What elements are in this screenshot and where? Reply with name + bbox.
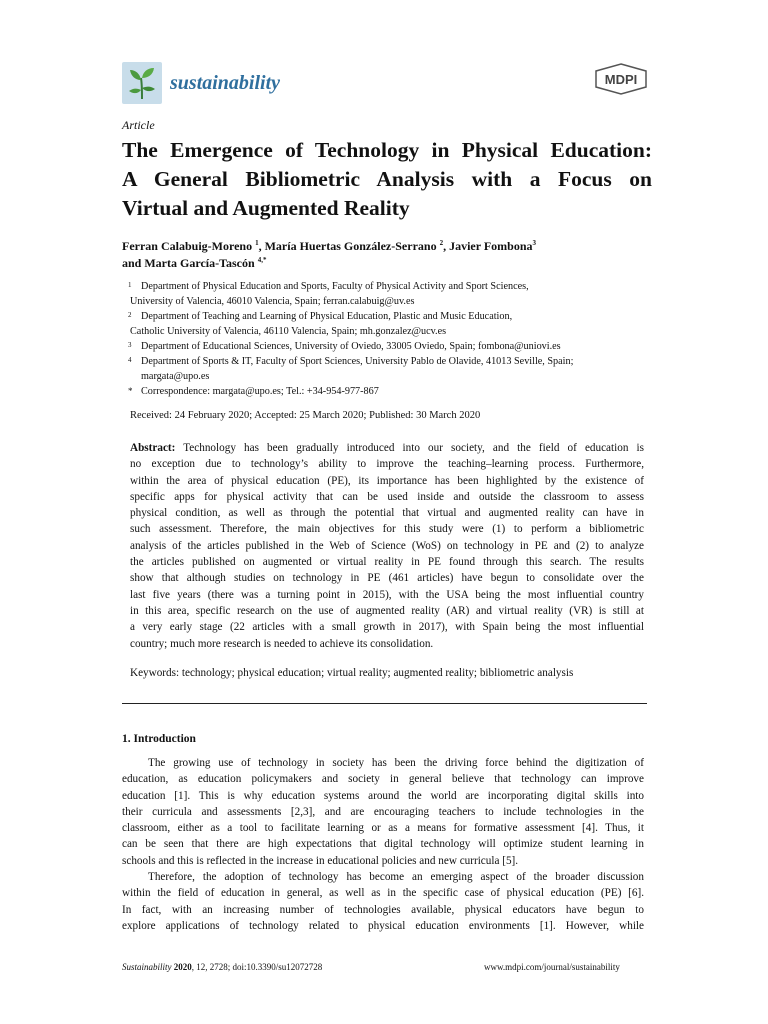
body-line: The growing use of technology in society has been the driving force behind the digitization of <box>148 757 644 769</box>
body-line: schools and this is reflected in the increase in educational policies and new curricula [5]. <box>122 854 519 867</box>
citation-footer <box>122 962 322 972</box>
body-line: Therefore, the adoption of technology has become an emerging aspect of the broader discussion <box>148 871 644 884</box>
affiliation-number: 4 <box>128 356 132 364</box>
affiliation-line <box>130 354 650 369</box>
body-line: their curricula and assessments [2,3], and are encouraging teachers to include technologies in the <box>122 805 644 818</box>
publication-dates: Received: 24 February 2020; Accepted: 25 March 2020; Published: 30 March 2020 <box>130 410 481 421</box>
author-conjunction: and <box>122 256 145 270</box>
abstract <box>130 440 644 652</box>
abstract-line: in this area, specific research on the use of augmented reality (AR) and virtual reality (VR) is still at <box>130 604 644 617</box>
affiliation-text: Department of Sports & IT, Faculty of Sport Sciences, University Pablo de Olavide, 41013 Seville, Spain; <box>141 356 574 367</box>
abstract-line: the articles published on augmented or virtual reality in PE found through this search. The results <box>130 556 644 569</box>
affiliation-line: margata@upo.es <box>141 371 210 382</box>
author-separator: , <box>258 239 265 253</box>
affiliation-number: 1 <box>128 281 132 289</box>
author-list <box>122 238 652 272</box>
mdpi-logo-icon <box>594 63 648 95</box>
author-affil-mark: 1 <box>255 239 259 247</box>
svg-text:MDPI: MDPI <box>604 72 638 87</box>
author-line <box>122 238 652 255</box>
affiliation-text: Department of Teaching and Learning of Physical Education, Plastic and Music Education, <box>141 311 513 322</box>
author-name: Javier Fombona <box>449 239 533 253</box>
section-heading: 1. Introduction <box>122 733 196 745</box>
abstract-line: last five years (there was a turning point in 2015), with the USA being the most influential country <box>130 588 644 601</box>
author-separator: , <box>443 239 450 253</box>
abstract-line <box>130 440 644 456</box>
body-line: explore applications of technology related to physical education environments [1]. However, while <box>122 919 644 932</box>
body-line: classroom, either as a tool to facilitate learning or as a means for formative assessment [4]. Thus, it <box>122 822 644 835</box>
abstract-line: show that although studies on technology in PE (461 articles) have begun to consolidate over the <box>130 572 644 585</box>
keywords: Keywords: technology; physical education; virtual reality; augmented reality; bibliometric analysis <box>130 667 574 679</box>
paper-title <box>122 136 652 223</box>
correspondence-mark: * <box>128 386 133 396</box>
journal-url: www.mdpi.com/journal/sustainability <box>484 962 620 972</box>
author-name: María Huertas González-Serrano <box>264 239 437 253</box>
affiliation-number: 2 <box>128 311 132 319</box>
title-line: A General Bibliometric Analysis with a Focus on <box>122 167 652 191</box>
journal-name: sustainability <box>170 71 281 94</box>
author-name: Marta García-Tascón <box>144 256 255 270</box>
abstract-line: a very early stage (22 articles with a small growth in 2017), with Spain being the most influential <box>130 621 644 634</box>
body-line: In fact, with an increasing number of technologies available, physical educators have begun to <box>122 903 644 916</box>
author-affil-mark: 2 <box>439 239 444 247</box>
abstract-line: specific apps for physical activity that can be used inside and outside the classroom to assess <box>130 490 644 503</box>
body-line: within the field of education in general, as well as in the specific case of physical education (PE) [6]. <box>122 887 644 900</box>
footer-year: 2020 <box>173 962 192 972</box>
author-affil-mark: 4,* <box>257 256 267 264</box>
section-divider <box>122 703 647 704</box>
abstract-line: physical condition, as well as through the potential that virtual and augmented reality can have in <box>130 507 644 520</box>
abstract-line: analysis of the articles published in the Web of Science (WoS) on technology in PE and (2) to analyze <box>130 539 644 552</box>
affiliation-line <box>130 279 650 294</box>
affiliations <box>130 279 650 399</box>
footer-journal: Sustainability <box>122 962 172 972</box>
abstract-line: no exception due to technology’s ability to improve the teaching–learning process. Furthermore, <box>130 458 644 471</box>
affiliation-number: 3 <box>128 341 132 349</box>
affiliation-text: Department of Educational Sciences, University of Oviedo, 33005 Oviedo, Spain; fombona@uniovi.es <box>141 341 561 352</box>
abstract-line: within the area of physical education (PE), its importance has been highlighted by the existence of <box>130 474 644 487</box>
affiliation-line <box>130 309 650 324</box>
footer-citation: , 12, 2728; doi:10.3390/su12072728 <box>191 962 323 972</box>
affiliation-text: Department of Physical Education and Sports, Faculty of Physical Activity and Sport Sciences, <box>141 281 529 292</box>
author-line <box>122 255 652 272</box>
affiliation-line: Catholic University of Valencia, 46110 Valencia, Spain; mh.gonzalez@ucv.es <box>130 326 447 337</box>
publisher-logo <box>594 63 648 100</box>
title-line: The Emergence of Technology in Physical Education: <box>122 138 652 162</box>
abstract-label: Abstract: <box>130 442 176 454</box>
author-affil-mark: 3 <box>532 239 537 247</box>
article-type: Article <box>122 118 155 132</box>
abstract-line: country; much more research is needed to achieve its consolidation. <box>130 637 434 650</box>
introduction-body <box>122 755 644 934</box>
affiliation-line <box>130 339 650 354</box>
correspondence-text: Correspondence: margata@upo.es; Tel.: +34-954-977-867 <box>141 386 379 397</box>
body-line: can be seen that there are high expectations that digital technology will optimize student learning in <box>122 838 644 851</box>
journal-logo <box>122 62 280 104</box>
author-name: Ferran Calabuig-Moreno <box>122 239 253 253</box>
abstract-line: such assessment. Therefore, the main objectives for this study were (1) to perform a bibliometric <box>130 523 644 536</box>
title-line: Virtual and Augmented Reality <box>122 196 410 220</box>
affiliation-line: University of Valencia, 46010 Valencia, Spain; ferran.calabuig@uv.es <box>130 296 415 307</box>
body-line: education, as education policymakers and society in general believe that technology can improve <box>122 773 644 786</box>
body-line: education [1]. This is why education systems around the world are incorporating digital skills into <box>122 789 644 802</box>
leaf-icon <box>122 62 162 104</box>
abstract-text: Technology has been gradually introduced into our society, and the field of education is <box>175 442 644 454</box>
correspondence-line <box>130 384 650 399</box>
